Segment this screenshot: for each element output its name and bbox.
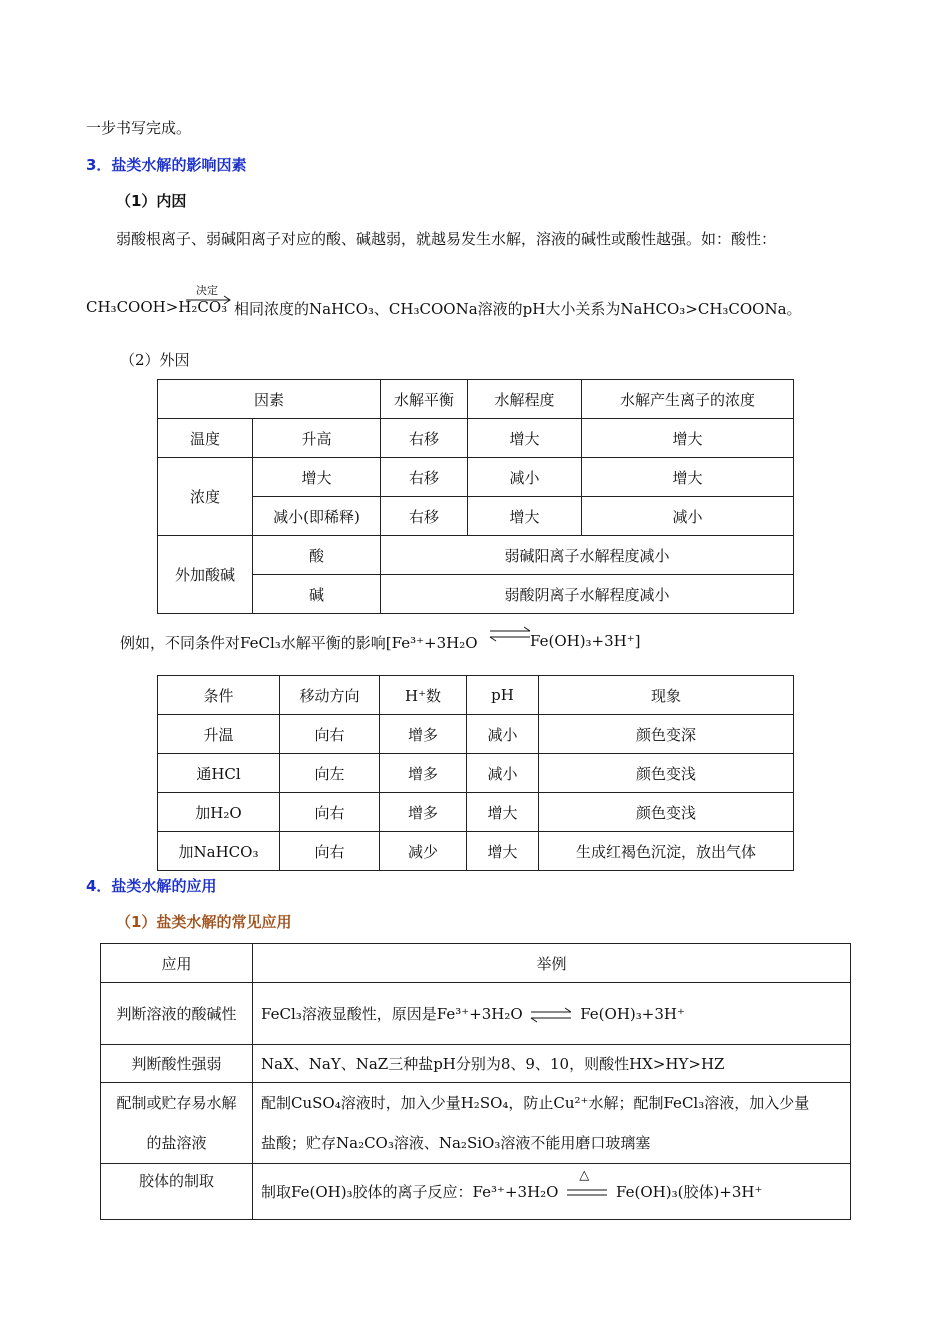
table-cell: 减少 [380,832,467,871]
header-factor: 因素 [158,380,381,419]
table-cell: 右移 [381,497,468,536]
table-cell: 判断酸性强弱 [101,1045,253,1083]
table-cell: 胶体的制取 [101,1164,253,1220]
header-h-count: H⁺数 [380,676,467,715]
external-factors-table [157,379,794,614]
app-line-1: 配制或贮存易水解 [116,1094,237,1112]
table-cell: 减小(即稀释) [253,497,381,536]
table-cell [101,1083,253,1164]
equilibrium-arrow-icon [529,1007,573,1023]
table-cell: 浓度 [158,458,253,536]
table-cell: 减小 [582,497,794,536]
table-cell: 判断溶液的酸碱性 [101,983,253,1045]
table-cell: 增多 [380,754,467,793]
table-cell: 加NaHCO₃ [158,832,280,871]
internal-factor-text: 弱酸根离子、弱碱阳离子对应的酸、碱越弱，就越易发生水解，溶液的碱性或酸性越强。如：酸性： [116,230,777,248]
equilibrium-arrow-icon [488,626,532,642]
table-cell: 向右 [280,832,380,871]
double-line-icon [565,1185,609,1201]
external-factor-heading: （2）外因 [120,351,190,369]
heat-equals-sign [565,1168,609,1201]
example-text-right: Fe(OH)₃+3H⁺] [530,632,641,650]
table-cell: 右移 [381,419,468,458]
table-cell: 碱 [253,575,381,614]
app-line-2: 的盐溶液 [146,1134,207,1152]
table-cell: NaX、NaY、NaZ三种盐pH分别为8、9、10，则酸性HX>HY>HZ [253,1045,851,1083]
example-line-1: 配制CuSO₄溶液时，加入少量H₂SO₄，防止Cu²⁺水解；配制FeCl₃溶液，加入少量 [261,1094,810,1112]
table-cell: 减小 [468,458,582,497]
table-cell: 向右 [280,715,380,754]
header-direction: 移动方向 [280,676,380,715]
table-cell [253,1164,851,1220]
table-cell: 增多 [380,793,467,832]
table-cell: 增大 [467,832,539,871]
table-cell: 向右 [280,793,380,832]
table-cell [253,1083,851,1164]
table-cell: 弱酸阴离子水解程度减小 [381,575,794,614]
decide-label: 决定 [196,284,218,297]
table-cell: 减小 [467,715,539,754]
header-condition: 条件 [158,676,280,715]
table-cell [253,983,851,1045]
table-cell: 减小 [467,754,539,793]
header-phenomenon: 现象 [539,676,794,715]
example-line-2: 盐酸；贮存Na₂CO₃溶液、Na₂SiO₃溶液不能用磨口玻璃塞 [261,1134,651,1152]
table-cell: 颜色变浅 [539,754,794,793]
table-cell: 增大 [582,419,794,458]
table-cell: 生成红褐色沉淀，放出气体 [539,832,794,871]
table-cell: 加H₂O [158,793,280,832]
applications-heading: （1）盐类水解的常见应用 [116,913,292,931]
table-cell: 弱碱阳离子水解程度减小 [381,536,794,575]
table-cell: 向左 [280,754,380,793]
table-cell: 增大 [582,458,794,497]
header-equilibrium: 水解平衡 [381,380,468,419]
table-cell: 增大 [468,497,582,536]
internal-factor-heading: （1）内因 [116,192,187,210]
table-cell: 升高 [253,419,381,458]
table-cell: 增大 [468,419,582,458]
example-text-left: 例如，不同条件对FeCl₃水解平衡的影响[Fe³⁺+3H₂O [120,634,478,652]
table-cell: 颜色变深 [539,715,794,754]
applications-table [100,943,851,1220]
table-cell: 酸 [253,536,381,575]
table-cell: 升温 [158,715,280,754]
header-concentration: 水解产生离子的浓度 [582,380,794,419]
header-ph: pH [467,676,539,715]
section-4-heading: 4．盐类水解的应用 [86,877,217,895]
table-cell: 增多 [380,715,467,754]
header-degree: 水解程度 [468,380,582,419]
formula-right: 相同浓度的NaHCO₃、CH₃COONa溶液的pH大小关系为NaHCO₃>CH₃COONa。 [234,300,802,318]
continuation-text: 一步书写完成。 [86,119,192,137]
heat-icon: △ [579,1168,590,1183]
table-cell: 颜色变浅 [539,793,794,832]
example-left: FeCl₃溶液显酸性，原因是Fe³⁺+3H₂O [261,1005,523,1023]
section-3-heading: 3．盐类水解的影响因素 [86,156,247,174]
right-arrow-icon [186,294,234,306]
header-application: 应用 [101,944,253,983]
table-cell: 增大 [467,793,539,832]
formula-left: CH₃COOH>H₂CO₃ [86,298,228,316]
fecl3-conditions-table [157,675,794,871]
table-cell: 通HCl [158,754,280,793]
table-cell: 增大 [253,458,381,497]
header-example: 举例 [253,944,851,983]
table-cell: 温度 [158,419,253,458]
table-cell: 右移 [381,458,468,497]
example-right: Fe(OH)₃+3H⁺ [580,1005,685,1023]
table-cell: 外加酸碱 [158,536,253,614]
example-left: 制取Fe(OH)₃胶体的离子反应：Fe³⁺+3H₂O [261,1183,559,1201]
example-right: Fe(OH)₃(胶体)+3H⁺ [616,1183,763,1201]
